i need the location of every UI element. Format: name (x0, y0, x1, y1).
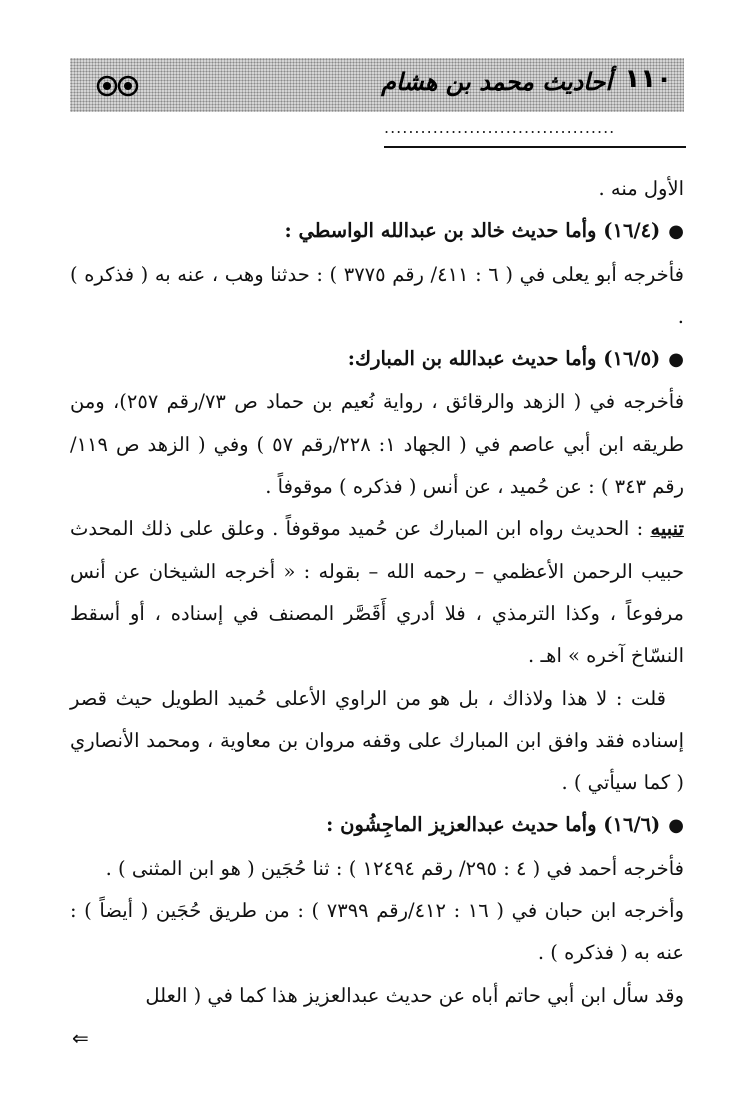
section-heading (70, 804, 684, 847)
header-rule (384, 146, 686, 148)
text-paragraph: فأخرجه أحمد في ( ٤ : ٢٩٥/ رقم ١٢٤٩٤ ) : ثنا حُجَين ( هو ابن المثنى ) . (105, 856, 684, 880)
page-number: ١١٠ (624, 64, 672, 94)
heading-text: (١٦/٦) وأما حديث عبدالعزيز الماجِشُون : (326, 813, 661, 837)
section-heading (70, 210, 684, 253)
bullet-icon: ● (668, 815, 684, 837)
continuation-arrow-icon: ⇐ (72, 1026, 89, 1050)
section-heading (70, 338, 684, 381)
note-label: تنبيه (650, 517, 684, 541)
text-paragraph: فأخرجه في ( الزهد والرقائق ، رواية نُعيم بن حماد ص ٧٣/رقم ٢٥٧)، ومن طريقه ابن أبي عاصم في ( الجهاد ١: ٢٢٨/رقم ٥٧ ) وفي ( الزهد ص ١١٩/ رقم ٣٤٣ ) : عن حُميد ، عن أنس ( فذكره ) موقوفاً . (70, 390, 685, 499)
text-paragraph: وأخرجه ابن حبان في ( ١٦ : ٤١٢/رقم ٧٣٩٩ ) : من طريق حُجَين ( أيضاً ) : عنه به ( فذكره ) . (70, 899, 685, 965)
heading-text: (١٦/٤) وأما حديث خالد بن عبدالله الواسطي : (284, 219, 661, 243)
ornament-icon (96, 75, 140, 97)
page-header (70, 58, 684, 112)
running-title: أحاديث محمد بن هشام (381, 68, 612, 96)
text-paragraph: قلت : لا هذا ولاذاك ، بل هو من الراوي الأعلى حُميد الطويل حيث قصر إسناده فقد وافق ابن المبارك على وقفه مروان بن معاوية ، ومحمد الأنصاري ( كما سيأتي ) . (70, 686, 684, 795)
dotted-separator: ...................................... (384, 118, 616, 137)
bullet-icon: ● (668, 221, 684, 243)
bullet-icon: ● (668, 349, 684, 371)
note-paragraph (70, 508, 684, 677)
main-text (70, 168, 684, 1017)
note-text: : الحديث رواه ابن المبارك عن حُميد موقوفاً . وعلق على ذلك المحدث حبيب الرحمن الأعظمي – رحمه الله – بقوله : « أخرجه الشيخان عن أنس مرفوعاً ، وكذا الترمذي ، فلا أدري أَقَصَّر المصنف في إسناده ، أو أسقط النسّاخ آخره » اهـ . (70, 517, 685, 668)
text-paragraph: وقد سأل ابن أبي حاتم أباه عن حديث عبدالعزيز هذا كما في ( العلل (145, 983, 684, 1007)
text-paragraph: فأخرجه أبو يعلى في ( ٦ : ٤١١/ رقم ٣٧٧٥ ) : حدثنا وهب ، عنه به ( فذكره ) . (70, 262, 684, 328)
heading-text: (١٦/٥) وأما حديث عبدالله بن المبارك: (347, 347, 661, 371)
text-paragraph: الأول منه . (598, 177, 684, 200)
